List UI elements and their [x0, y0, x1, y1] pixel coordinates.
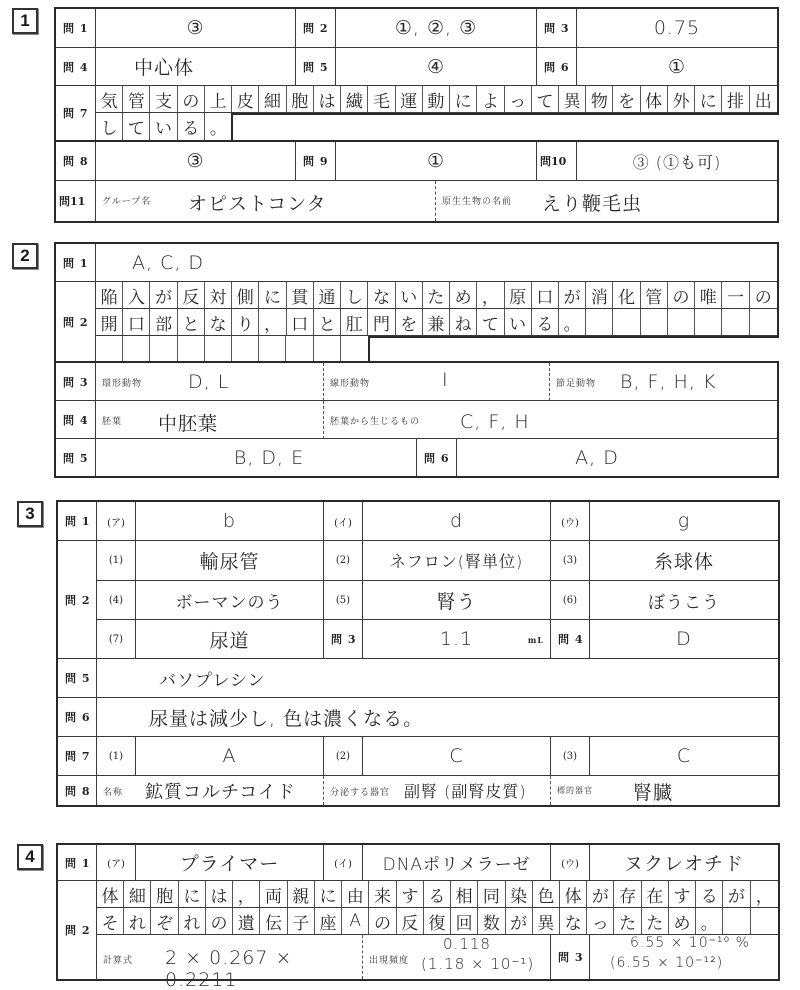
grid-char-cell: が	[150, 282, 177, 308]
grid-char-cell: 胞	[151, 881, 178, 907]
s1-q4-answer: 中心体	[96, 48, 296, 86]
grid-char-cell: が	[587, 881, 614, 907]
s3-q2-label: 問 2	[58, 541, 97, 659]
s3-q3-label: 問 3	[324, 620, 363, 659]
grid-char-cell: 。	[559, 309, 586, 335]
grid-char-cell: 細	[259, 86, 286, 112]
grid-char-cell: る	[424, 881, 451, 907]
grid-char-cell: は	[206, 881, 233, 907]
s2-q4-derived-answer: C, F, H	[460, 411, 530, 433]
grid-char-cell: 復	[424, 908, 451, 934]
s3-q2-item-5-answer: 腎う	[363, 581, 551, 620]
grid-char-cell: 一	[722, 282, 749, 308]
grid-char-cell: 反	[178, 282, 205, 308]
s1-q10-answer: ③ (①も可)	[577, 142, 777, 181]
grid-blank-cell	[205, 336, 232, 362]
s2-q2-line3	[96, 336, 368, 362]
s3-q6-answer: 尿量は減少し, 色は濃くなる。	[97, 698, 778, 737]
s1-q7-label: 問 7	[56, 86, 96, 140]
grid-char-cell: 排	[722, 86, 749, 112]
s3-q2-item-4-answer: ボーマンのう	[136, 581, 324, 620]
s4-q2-freq-answer-2: (1.18 × 10⁻¹)	[421, 955, 535, 973]
grid-char-cell: し	[341, 282, 368, 308]
section-number-4: 4	[17, 844, 43, 870]
grid-char-cell: に	[450, 86, 477, 112]
grid-char-cell: 物	[586, 86, 613, 112]
s4-q3-answer-cell	[590, 935, 778, 979]
grid-char-cell	[613, 309, 640, 335]
s3-q7-item-2-answer: C	[363, 737, 551, 776]
s3-q2-item-2-answer: ネフロン(腎単位)	[363, 541, 551, 581]
grid-char-cell: 体	[641, 86, 668, 112]
grid-char-cell: に	[315, 881, 342, 907]
s4-q2-freq-cell	[363, 935, 551, 979]
s1-q9-label: 問 9	[296, 142, 336, 181]
grid-char-cell: の	[178, 86, 205, 112]
grid-char-cell	[722, 309, 749, 335]
grid-char-cell: 数	[478, 908, 505, 934]
grid-char-cell: が	[723, 881, 750, 907]
s1-q11-organism-label: 原生生物の名前	[442, 197, 513, 207]
grid-char-cell: れ	[179, 908, 206, 934]
s3-q2-item-5-label: (5)	[324, 581, 363, 620]
s3-q8-target-label: 標的器官	[557, 786, 593, 795]
s1-q10-label: 問10	[537, 142, 577, 181]
s1-q11-group-cell	[96, 181, 436, 221]
s4-q3-answer-1: 6.55 × 10⁻¹⁰ %	[630, 935, 750, 951]
grid-char-cell: 異	[559, 86, 586, 112]
s1-q5-label: 問 5	[296, 48, 336, 86]
s4-q1-label: 問 1	[58, 845, 97, 881]
s3-q2-item-4-label: (4)	[97, 581, 136, 620]
grid-char-cell	[750, 309, 777, 335]
s4-q2-label: 問 2	[58, 881, 97, 979]
grid-char-cell: よ	[477, 86, 504, 112]
section-number-1: 1	[12, 8, 38, 34]
s3-q7-label: 問 7	[58, 737, 97, 776]
grid-char-cell: 由	[342, 881, 369, 907]
s1-q1-label: 問 1	[56, 9, 96, 48]
grid-char-cell: 皮	[232, 86, 259, 112]
grid-blank-cell	[259, 336, 286, 362]
grid-char-cell: 毛	[368, 86, 395, 112]
s2-q2-line3-blank	[368, 336, 779, 363]
grid-char-cell: て	[477, 309, 504, 335]
grid-char-cell	[695, 309, 722, 335]
section-number-3: 3	[17, 501, 43, 527]
grid-char-cell: が	[506, 908, 533, 934]
s3-q1-a-answer: b	[136, 502, 324, 541]
s2-q2-label: 問 2	[56, 282, 96, 361]
grid-char-cell: 細	[124, 881, 151, 907]
grid-char-cell: は	[314, 86, 341, 112]
s4-q1-u-label: (ウ)	[551, 845, 590, 881]
s4-q2-formula-label: 計算式	[103, 956, 134, 966]
s2-q3-nematode-label: 線形動物	[330, 379, 371, 389]
s2-q3-nematode-answer: I	[442, 369, 449, 391]
grid-char-cell: 開	[96, 309, 123, 335]
grid-char-cell: め	[669, 908, 696, 934]
s4-q2-freq-answer-1: 0.118	[443, 935, 491, 953]
grid-char-cell: を	[613, 86, 640, 112]
grid-char-cell: 上	[205, 86, 232, 112]
grid-char-cell: 外	[668, 86, 695, 112]
s1-q9-answer: ①	[336, 142, 537, 181]
grid-char-cell: ぞ	[151, 908, 178, 934]
s2-q5-answer: B, D, E	[96, 439, 417, 476]
grid-char-cell: 相	[451, 881, 478, 907]
grid-char-cell: 胞	[287, 86, 314, 112]
s3-q8-organ-answer: 副腎 (副腎皮質)	[404, 782, 527, 801]
grid-char-cell: 陥	[96, 282, 123, 308]
grid-char-cell: 消	[586, 282, 613, 308]
s3-q2-item-1-label: (1)	[97, 541, 136, 581]
s4-q1-a-answer: プライマー	[136, 845, 324, 881]
grid-char-cell: そ	[97, 908, 124, 934]
grid-blank-cell	[341, 336, 368, 362]
s2-q3-annelid-cell	[96, 363, 324, 401]
s4-q3-label: 問 3	[551, 935, 590, 979]
grid-char-cell: め	[450, 282, 477, 308]
grid-char-cell: い	[396, 282, 423, 308]
s4-q2-line2	[97, 908, 778, 935]
grid-char-cell: て	[123, 113, 150, 140]
grid-char-cell: 在	[642, 881, 669, 907]
s2-q3-nematode-cell	[324, 363, 550, 401]
grid-char-cell: 出	[754, 91, 772, 112]
grid-char-cell: 兼	[423, 309, 450, 335]
grid-char-cell: と	[178, 309, 205, 335]
grid-char-cell: 子	[288, 908, 315, 934]
grid-char-cell: 存	[614, 881, 641, 907]
grid-char-cell: た	[614, 908, 641, 934]
s2-q4-germ-answer: 中胚葉	[158, 413, 219, 435]
s3-q8-name-answer: 鉱質コルチコイド	[145, 782, 296, 803]
s1-q2-label: 問 2	[296, 9, 336, 48]
s4-q2-formula-answer: 2 × 0.267 × 0.2211	[165, 947, 293, 990]
grid-char-cell: 運	[396, 86, 423, 112]
grid-char-cell: の	[206, 908, 233, 934]
s3-q2-item-1-answer: 輸尿管	[136, 541, 324, 581]
grid-char-cell: 唯	[695, 282, 722, 308]
grid-char-cell: 側	[232, 282, 259, 308]
grid-blank-cell	[314, 336, 341, 362]
grid-char-cell: 染	[506, 881, 533, 907]
grid-char-cell: い	[505, 309, 532, 335]
grid-char-cell: な	[205, 309, 232, 335]
grid-blank-cell	[178, 336, 205, 362]
grid-char-cell: し	[96, 113, 123, 140]
grid-char-cell: の	[369, 908, 396, 934]
grid-char-cell: て	[532, 86, 559, 112]
s3-q2-item-3-answer: 糸球体	[590, 541, 778, 581]
s1-q7-line2-blank	[231, 113, 779, 142]
grid-char-cell: を	[396, 309, 423, 335]
s3-q7-item-3-answer: C	[590, 737, 778, 776]
grid-char-cell: す	[669, 881, 696, 907]
s1-q8-answer: ③	[96, 142, 296, 181]
grid-char-cell: い	[150, 113, 177, 140]
grid-blank-cell	[123, 336, 150, 362]
s3-q1-u-answer: g	[590, 502, 778, 541]
s3-q2-item-6-label: (6)	[551, 581, 590, 620]
grid-char-cell: ，	[477, 282, 504, 308]
s1-q1-answer: ③	[96, 9, 296, 48]
grid-char-cell: 気	[96, 86, 123, 112]
s3-q1-i-label: (イ)	[324, 502, 363, 541]
s3-q8-target-cell	[551, 776, 778, 805]
s4-q1-u-answer: ヌクレオチド	[590, 845, 778, 881]
grid-char-cell: 。	[209, 119, 227, 139]
grid-blank-cell	[286, 336, 313, 362]
s4-q3-answer-2: (6.55 × 10⁻¹²)	[610, 955, 724, 971]
s1-q11-group-answer: オピストコンタ	[188, 193, 327, 215]
s2-q4-label: 問 4	[56, 401, 96, 439]
s3-q5-label: 問 5	[58, 659, 97, 698]
grid-blank-cell	[96, 336, 123, 362]
grid-char-cell: 。	[696, 908, 723, 934]
grid-char-cell	[751, 908, 778, 934]
grid-char-cell: 体	[560, 881, 587, 907]
grid-char-cell: 両	[260, 881, 287, 907]
s2-q1-label: 問 1	[56, 244, 96, 282]
grid-char-cell: る	[178, 113, 205, 140]
grid-char-cell: 反	[397, 908, 424, 934]
grid-char-cell: の	[754, 287, 772, 308]
grid-char-cell: 回	[451, 908, 478, 934]
grid-char-cell: 口	[287, 309, 314, 335]
grid-char-cell: 遺	[233, 908, 260, 934]
s3-q4-answer: D	[590, 620, 778, 659]
s3-q7-item-2-label: (2)	[324, 737, 363, 776]
s1-q11-label: 問11	[56, 181, 96, 221]
grid-char-cell: 通	[314, 282, 341, 308]
grid-blank-cell	[232, 336, 259, 362]
s1-q11-organism-answer: えり鞭毛虫	[542, 193, 643, 215]
grid-char-cell: 伝	[260, 908, 287, 934]
s3-q3-unit: mL	[527, 635, 544, 645]
s2-q2-line1	[96, 282, 777, 309]
s2-q3-arthropod-answer: B, F, H, K	[620, 371, 717, 393]
grid-char-cell: る	[696, 881, 723, 907]
grid-char-cell: 親	[288, 881, 315, 907]
s3-q2-item-6-answer: ぼうこう	[590, 581, 778, 620]
grid-char-cell: 入	[123, 282, 150, 308]
grid-char-cell: た	[642, 908, 669, 934]
grid-char-cell: の	[668, 282, 695, 308]
grid-char-cell: ，	[259, 309, 286, 335]
grid-char-cell: っ	[587, 908, 614, 934]
s1-q7-line2	[96, 113, 232, 140]
s2-q6-label: 問 6	[417, 439, 457, 476]
grid-char-cell: 座	[315, 908, 342, 934]
grid-char-cell: 口	[532, 282, 559, 308]
s2-q3-arthropod-label: 節足動物	[556, 379, 597, 389]
grid-char-cell: 来	[369, 881, 396, 907]
s2-q5-label: 問 5	[56, 439, 96, 476]
s1-q11-group-label: グループ名	[102, 197, 152, 207]
grid-char-cell	[641, 309, 668, 335]
s1-q5-answer: ④	[336, 48, 537, 86]
grid-char-cell	[668, 309, 695, 335]
s3-q2-item-7-label: (7)	[97, 620, 136, 659]
s4-q1-a-label: (ア)	[97, 845, 136, 881]
s2-q3-annelid-answer: D, L	[188, 371, 230, 393]
s1-q11-organism-cell	[436, 181, 777, 221]
s3-q3-answer-cell	[363, 620, 551, 659]
s2-q3-arthropod-cell	[550, 363, 777, 401]
s3-q2-item-2-label: (2)	[324, 541, 363, 581]
s3-q2-item-3-label: (3)	[551, 541, 590, 581]
grid-char-cell: 管	[123, 86, 150, 112]
grid-char-cell: に	[179, 881, 206, 907]
s3-q3-answer: 1.1	[439, 628, 474, 650]
grid-char-cell: 原	[505, 282, 532, 308]
grid-char-cell: 体	[97, 881, 124, 907]
s2-q3-annelid-label: 環形動物	[102, 379, 143, 389]
grid-char-cell: が	[559, 282, 586, 308]
s1-q7-line1	[96, 86, 777, 113]
s3-q2-item-7-answer: 尿道	[136, 620, 324, 659]
s3-q1-u-label: (ウ)	[551, 502, 590, 541]
s3-q7-item-1-answer: A	[136, 737, 324, 776]
s3-q8-target-answer: 腎臓	[633, 782, 674, 804]
grid-char-cell: る	[532, 309, 559, 335]
grid-char-cell: 動	[423, 86, 450, 112]
grid-char-cell: ，	[755, 886, 773, 907]
grid-char-cell: り	[232, 309, 259, 335]
grid-char-cell: に	[695, 86, 722, 112]
grid-char-cell: れ	[124, 908, 151, 934]
grid-char-cell: 管	[641, 282, 668, 308]
s4-q2-formula-cell	[97, 935, 363, 990]
grid-char-cell: 支	[150, 86, 177, 112]
grid-char-cell: っ	[505, 86, 532, 112]
s4-q2-line1	[97, 881, 778, 908]
grid-char-cell: す	[397, 881, 424, 907]
s1-q8-label: 問 8	[56, 142, 96, 181]
s1-q6-answer: ①	[577, 48, 777, 86]
grid-char-cell: ，	[233, 881, 260, 907]
s4-q1-i-label: (イ)	[324, 845, 363, 881]
s1-q3-label: 問 3	[537, 9, 577, 48]
s3-q1-a-label: (ア)	[97, 502, 136, 541]
grid-blank-cell	[150, 336, 177, 362]
grid-char-cell: 化	[613, 282, 640, 308]
grid-char-cell: 異	[533, 908, 560, 934]
grid-char-cell: ね	[450, 309, 477, 335]
s3-q8-organ-label: 分泌する器官	[330, 788, 391, 798]
grid-char-cell: た	[423, 282, 450, 308]
grid-char-cell: に	[259, 282, 286, 308]
s3-q4-label: 問 4	[551, 620, 590, 659]
grid-char-cell: 門	[368, 309, 395, 335]
s3-q1-i-answer: d	[363, 502, 551, 541]
s4-q2-freq-label: 出現頻度	[369, 956, 410, 966]
s3-q8-name-label: 名称	[103, 788, 124, 798]
grid-char-cell: 対	[205, 282, 232, 308]
s2-q1-answer: A, C, D	[96, 244, 777, 282]
s2-q4-germ-cell	[96, 401, 324, 439]
s3-q7-item-3-label: (3)	[551, 737, 590, 776]
grid-char-cell: 部	[150, 309, 177, 335]
s3-q7-item-1-label: (1)	[97, 737, 136, 776]
s3-q1-label: 問 1	[58, 502, 97, 541]
s1-q4-label: 問 4	[56, 48, 96, 86]
s2-q4-derived-label: 胚葉から生じるもの	[330, 417, 421, 427]
grid-char-cell: A	[342, 908, 369, 934]
s2-q6-answer: A, D	[575, 446, 619, 469]
grid-char-cell: 繊	[341, 86, 368, 112]
s1-q3-answer: 0.75	[577, 9, 777, 48]
s3-q6-label: 問 6	[58, 698, 97, 737]
s3-q5-answer: バソプレシン	[97, 659, 778, 698]
s1-q2-answer: ①, ②, ③	[336, 9, 537, 48]
grid-char-cell: 口	[123, 309, 150, 335]
grid-char-cell: 色	[533, 881, 560, 907]
grid-char-cell: と	[314, 309, 341, 335]
section-number-2: 2	[12, 243, 38, 269]
s4-q1-i-answer: DNAポリメラーゼ	[363, 845, 551, 881]
s2-q4-derived-cell	[324, 401, 777, 439]
grid-char-cell: な	[368, 282, 395, 308]
s2-q4-germ-label: 胚葉	[102, 417, 123, 427]
grid-char-cell: 肛	[341, 309, 368, 335]
grid-char-cell: な	[560, 908, 587, 934]
s1-q6-label: 問 6	[537, 48, 577, 86]
grid-char-cell: 貫	[287, 282, 314, 308]
s3-q8-name-cell	[97, 776, 324, 805]
grid-char-cell	[586, 309, 613, 335]
s3-q8-organ-cell	[324, 776, 551, 805]
grid-char-cell: 同	[478, 881, 505, 907]
s2-q2-line2	[96, 309, 777, 336]
s3-q8-label: 問 8	[58, 776, 97, 805]
s2-q3-label: 問 3	[56, 363, 96, 401]
grid-char-cell	[723, 908, 750, 934]
